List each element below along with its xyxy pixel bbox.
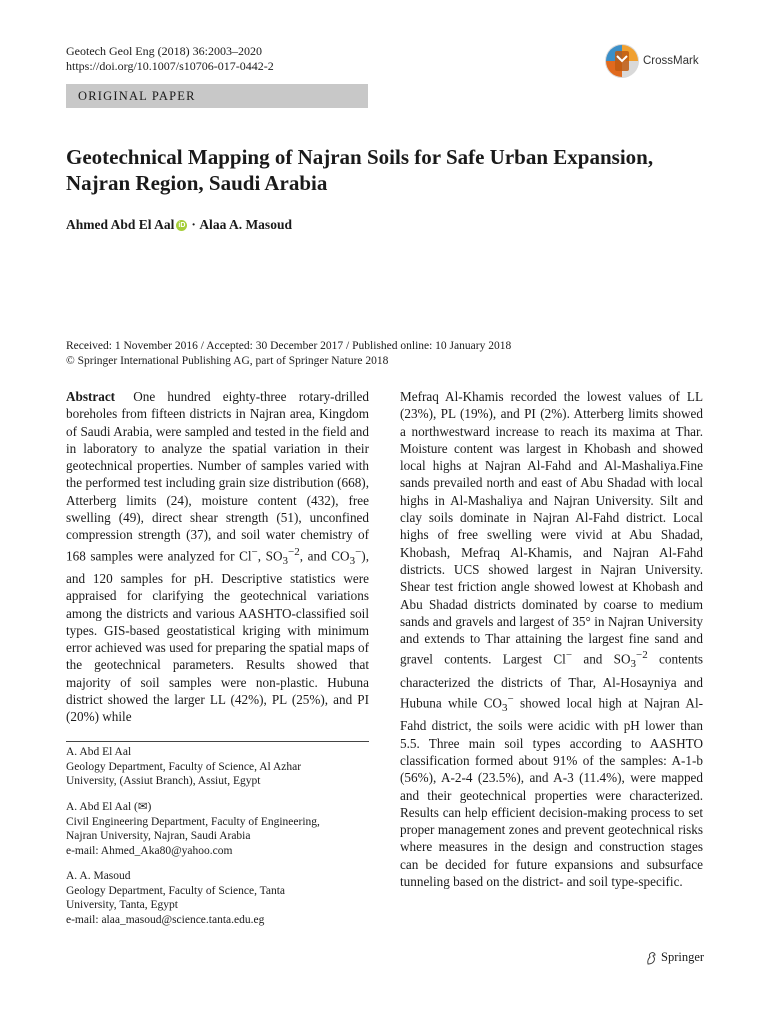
springer-horse-icon — [645, 951, 657, 965]
paper-type-banner: ORIGINAL PAPER — [66, 84, 368, 108]
author-separator: · — [191, 217, 196, 232]
abstract-text: Mefraq Al-Khamis recorded the lowest values of LL (23%), PL (19%), and PI (2%). Atterberg limits showed a northwestward increase to reach its maxima at Thar. Moisture content was largest in Khobash and showed local highs at Najran Al-Fahd and Al-Mashaliya.Fine sands prevailed north and east of Abu Shadad with local highs in Al-Mashaliya and Najran University. Silt and clay soils dominate in Najran Al-Fahd district. Local highs of free swelling were vivid at Abu Shadad, Khobash, Mefraq Al-Khamis, and Najran Al-Fahd districts. UCS showed largest in Najran University. Shear test friction angle showed lowest at Khobash and Abu Shadad districts dominated by coarse to medium sands and gravels and largest of 35° in Najran University and extends to Thar attaining the largest fine sand and gravel contents. Largest Cl — [400, 389, 703, 667]
affiliation-line: University, Tanta, Egypt — [66, 899, 178, 911]
affiliation-line: Geology Department, Faculty of Science, Al Azhar — [66, 760, 302, 773]
affiliation-divider — [66, 741, 369, 742]
email-link[interactable]: e-mail: alaa_masoud@science.tanta.edu.eg — [66, 913, 265, 926]
affiliation-name: A. Abd El Aal — [66, 746, 132, 758]
journal-header — [66, 44, 274, 74]
author-name[interactable]: Ahmed Abd El Aal — [66, 217, 175, 232]
affiliation-name: A. Abd El Aal (✉) — [66, 801, 152, 813]
abstract-heading: Abstract — [66, 389, 116, 404]
affiliation-name: A. A. Masoud — [66, 870, 131, 882]
abstract-text: One hundred eighty-three rotary-drilled boreholes from fifteen districts in Najran area, Kingdom of Saudi Arabia, were sampled and tested in the field and in laboratory to analyze the spatial variation in their geotechnical properties. Number of samples varied with the performed test including grain size distribution (668), Atterberg limits (24), moisture content (432), free swelling (49), direct shear strength (51), unconfined compression strength (37), and soil water chemistry of 168 samples were analyzed for Cl — [66, 389, 370, 564]
affiliation-block — [66, 869, 369, 927]
publication-dates — [66, 339, 511, 369]
journal-citation: Geotech Geol Eng (2018) 36:2003–2020 — [66, 44, 262, 58]
author-name[interactable]: Alaa A. Masoud — [199, 217, 292, 232]
crossmark-label: CrossMark — [643, 55, 699, 67]
affiliation-line: Civil Engineering Department, Faculty of Engineering, — [66, 815, 320, 828]
crossmark-badge[interactable] — [604, 42, 699, 80]
affiliation-block — [66, 800, 369, 858]
abstract-right-column: Mefraq Al-Khamis recorded the lowest values of LL (23%), PL (19%), and PI (2%). Atterberg limits showed a northwestward increase to reach its maxima at Thar. Moisture content was largest in Khobash and showed local highs at Najran Al-Fahd and Al-Mashaliya.Fine sands prevailed north and east of Abu Shadad with local highs in Al-Mashaliya and Najran University. Silt and clay soils dominate in Najran Al-Fahd district. Local highs of free swelling were vivid at Abu Shadad, Khobash, Mefraq Al-Khamis, and Najran Al-Fahd districts. UCS showed largest in Najran University. Shear test friction angle showed lowest at Khobash and Abu Shadad districts dominated by coarse to medium sands and gravels and largest of 35° in Najran University and extends to Thar attaining the largest fine sand and gravel contents. Largest Cl− and $SO_3^{-2}$ contents characterized the districts of Thar, Al-Hosayniya and Hubuna while $CO_3^-$ showed local high at Najran Al-Fahd district, the soils were acidic with pH lower than 5.5. Three main soil types according to AASHTO classification formed about 91% of the samples: A-1-b (56%), A-2-4 (23.5%), and A-3 (11.4%), were mapped and their geotechnical properties were characterized. Results can help efficient decision-making process to set proper management zones and prevent geotechnical risks where measures in the design and construction stages can be decided for future expansions and subsurface tunneling based on the district- and soil type-specific. — [400, 389, 704, 890]
abstract-left-column: Abstract One hundred eighty-three rotary-drilled boreholes from fifteen districts in Najran area, Kingdom of Saudi Arabia, were sampled and tested in the field and in laboratory to analyze the spatial variation in their geotechnical properties. Number of samples varied with the performed test including grain size distribution (668), Atterberg limits (24), moisture content (432), free swelling (49), direct shear strength (51), unconfined compression strength (37), and soil water chemistry of 168 samples were analyzed for Cl−, $SO_3^{-2}$, and $CO_3^-$), and 120 samples for pH. Descriptive statistics were appraised for clarifying the geotechnical variations among the districts and various AASHTO-classified soil types. GIS-based geostatistical kriging with minimum error achieved was used for preparing the spatial maps of the geotechnical parameters. Results showed that majority of soil samples were non-plastic. Hubuna district showed the larger LL (42%), PL (25%), and PI (20%) while — [66, 389, 370, 725]
history-dates: Received: 1 November 2016 / Accepted: 30 December 2017 / Published online: 10 January 2018 — [66, 340, 512, 352]
abstract-text: contents characterized the districts of Thar, Al-Hosayniya and Hubuna while CO — [400, 651, 703, 711]
abstract-text: ), and 120 samples for pH. Descriptive statistics were appraised for clarifying the geotechnical variations among the districts and various AASHTO-classified soil types. GIS-based geostatistical kriging with minimum error achieved was used for preparing the spatial maps of the geotechnical parameters. Results showed that majority of soil samples were non-plastic. Hubuna district showed the larger LL (42%), PL (25%), and PI (20%) while — [66, 548, 369, 725]
email-link[interactable]: e-mail: Ahmed_Aka80@yahoo.com — [66, 844, 233, 857]
doi-link[interactable]: https://doi.org/10.1007/s10706-017-0442-2 — [66, 59, 274, 73]
author-list — [66, 217, 292, 233]
copyright-notice: © Springer International Publishing AG, part of Springer Nature 2018 — [66, 355, 389, 367]
affiliation-line: Geology Department, Faculty of Science, Tanta — [66, 884, 286, 897]
orcid-icon[interactable]: iD — [178, 221, 186, 229]
publisher-name: Springer — [661, 950, 705, 964]
crossmark-icon — [604, 42, 640, 80]
affiliation-line: University, (Assiut Branch), Assiut, Egypt — [66, 775, 261, 787]
affiliation-line: Najran University, Najran, Saudi Arabia — [66, 830, 251, 842]
abstract-text: showed local high at Najran Al-Fahd district, the soils were acidic with pH lower than 5.5. Three main soil types according to AASHTO classification formed about 91% of the samples: A-1-b (56%), A-2-4 (23.5%), and A-3 (11.4%), were mapped and their geotechnical properties were characterized. Results can help efficient decision-making process to set proper management zones and prevent geotechnical risks where measures in the design and construction stages can be decided for future expansions and subsurface tunneling based on the district- and soil type-specific. — [400, 695, 704, 890]
paper-title: Geotechnical Mapping of Najran Soils for Safe Urban Expansion, Najran Region, Saudi Arabia — [66, 145, 654, 195]
affiliation-block — [66, 745, 369, 789]
publisher-logo — [645, 950, 704, 965]
